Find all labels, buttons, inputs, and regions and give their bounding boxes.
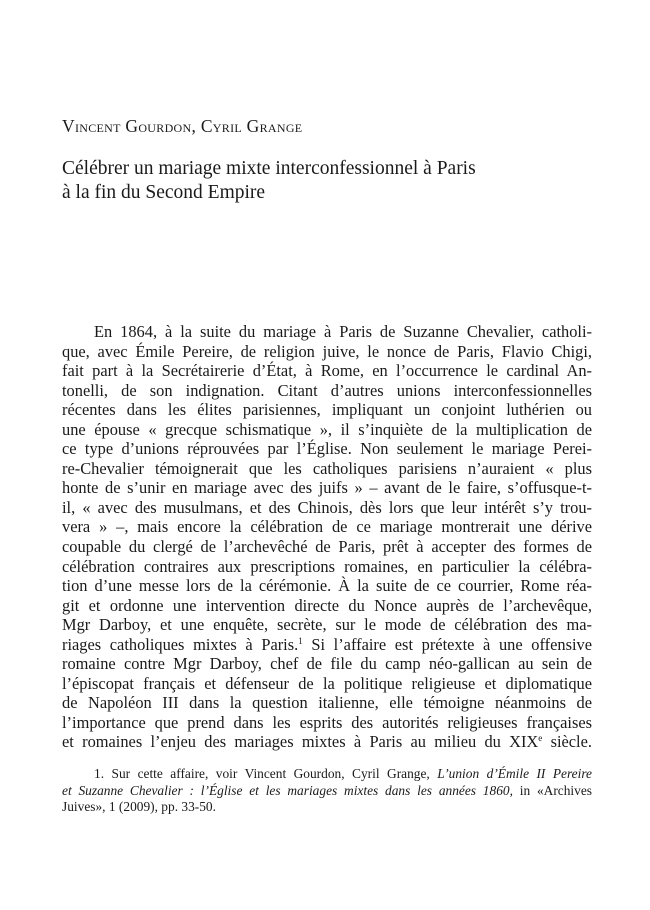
body-line: romaine contre Mgr Darboy, chef de file du camp néo-gallican au sein de bbox=[62, 654, 592, 674]
body-line: l’importance que prend dans les esprits des autorités religieuses françaises bbox=[62, 712, 592, 732]
body-line-text: Si l’affaire est prétexte à une offensive bbox=[302, 634, 592, 654]
article-authors: Vincent Gourdon, Cyril Grange bbox=[62, 116, 303, 136]
footnote-text: , in «Archives bbox=[509, 782, 592, 798]
footnote-text: Sur cette affaire, voir Vincent Gourdon, Cyril Grange, bbox=[104, 766, 438, 781]
body-line-text: riages catholiques mixtes à Paris. bbox=[62, 634, 299, 654]
body-line: fait part à la Secrétairerie d’État, à Rome, en l’occurrence le cardinal An- bbox=[62, 361, 592, 381]
body-line: coupable du clergé de l’archevêché de Paris, prêt à accepter des formes de bbox=[62, 537, 592, 557]
footnote-line bbox=[62, 766, 592, 783]
footnote-line bbox=[62, 783, 592, 800]
body-line: tion d’une messe lors de la cérémonie. À la suite de ce courrier, Rome réa- bbox=[62, 576, 592, 596]
body-paragraph bbox=[62, 322, 592, 752]
article-title bbox=[62, 157, 542, 205]
body-line: de Napoléon III dans la question italienne, elle témoigne néanmoins de bbox=[62, 693, 592, 713]
body-line: git et ordonne une intervention directe du Nonce auprès de l’archevêque, bbox=[62, 595, 592, 615]
body-line-with-footnote bbox=[62, 635, 592, 655]
body-line: re-Chevalier témoignerait que les catholiques parisiens n’auraient « plus bbox=[62, 458, 592, 478]
article-title-line-1: Célébrer un mariage mixte interconfessionnel à Paris bbox=[62, 158, 476, 179]
body-line: honte de s’unir en mariage avec des juifs » – avant de le faire, s’offusque-t- bbox=[62, 478, 592, 498]
footnote-title: L’union d’Émile II Pereire bbox=[437, 766, 593, 781]
body-line: Mgr Darboy, et une enquête, secrète, sur le mode de célébration des ma- bbox=[62, 615, 592, 635]
body-line: il, « avec des musulmans, et des Chinois, dès lors que leur intérêt s’y trou- bbox=[62, 497, 592, 517]
body-line: célébration contraires aux prescriptions romaines, en particulier la célébra- bbox=[62, 556, 592, 576]
body-line-last bbox=[62, 732, 592, 752]
footnote-line: Juives», 1 (2009), pp. 33-50. bbox=[62, 799, 216, 814]
footnote-number: 1. bbox=[94, 766, 105, 781]
body-line: tonelli, de son indignation. Citant d’autres unions interconfessionnelles bbox=[62, 380, 592, 400]
footnote-title: et Suzanne Chevalier : l’Église et les mariages mixtes dans les années 1860 bbox=[62, 782, 510, 798]
body-line: que, avec Émile Pereire, de religion juive, le nonce de Paris, Flavio Chigi, bbox=[62, 341, 592, 361]
article-title-line-2: à la fin du Second Empire bbox=[62, 182, 266, 203]
body-line-text: siècle. bbox=[550, 732, 592, 752]
footnote-reference[interactable]: 1 bbox=[298, 635, 303, 646]
body-line: En 1864, à la suite du mariage à Paris de Suzanne Chevalier, catholi- bbox=[94, 322, 592, 341]
body-line: ce type d’unions réprouvées par l’Église. Non seulement le mariage Perei- bbox=[62, 439, 592, 459]
body-line: vera » –, mais encore la célébration de ce mariage montrerait une dérive bbox=[62, 517, 592, 537]
body-line: une épouse « grecque schismatique », il s’inquiète de la multiplication de bbox=[62, 419, 592, 439]
footnote bbox=[62, 766, 592, 816]
body-line-text: et romaines l’enjeu des mariages mixtes à Paris au milieu du XIX bbox=[62, 732, 539, 752]
body-line: récentes dans les élites parisiennes, impliquant un conjoint luthérien ou bbox=[62, 400, 592, 420]
century-superscript: e bbox=[538, 733, 543, 744]
body-line: l’épiscopat français et défenseur de la politique religieuse et diplomatique bbox=[62, 673, 592, 693]
